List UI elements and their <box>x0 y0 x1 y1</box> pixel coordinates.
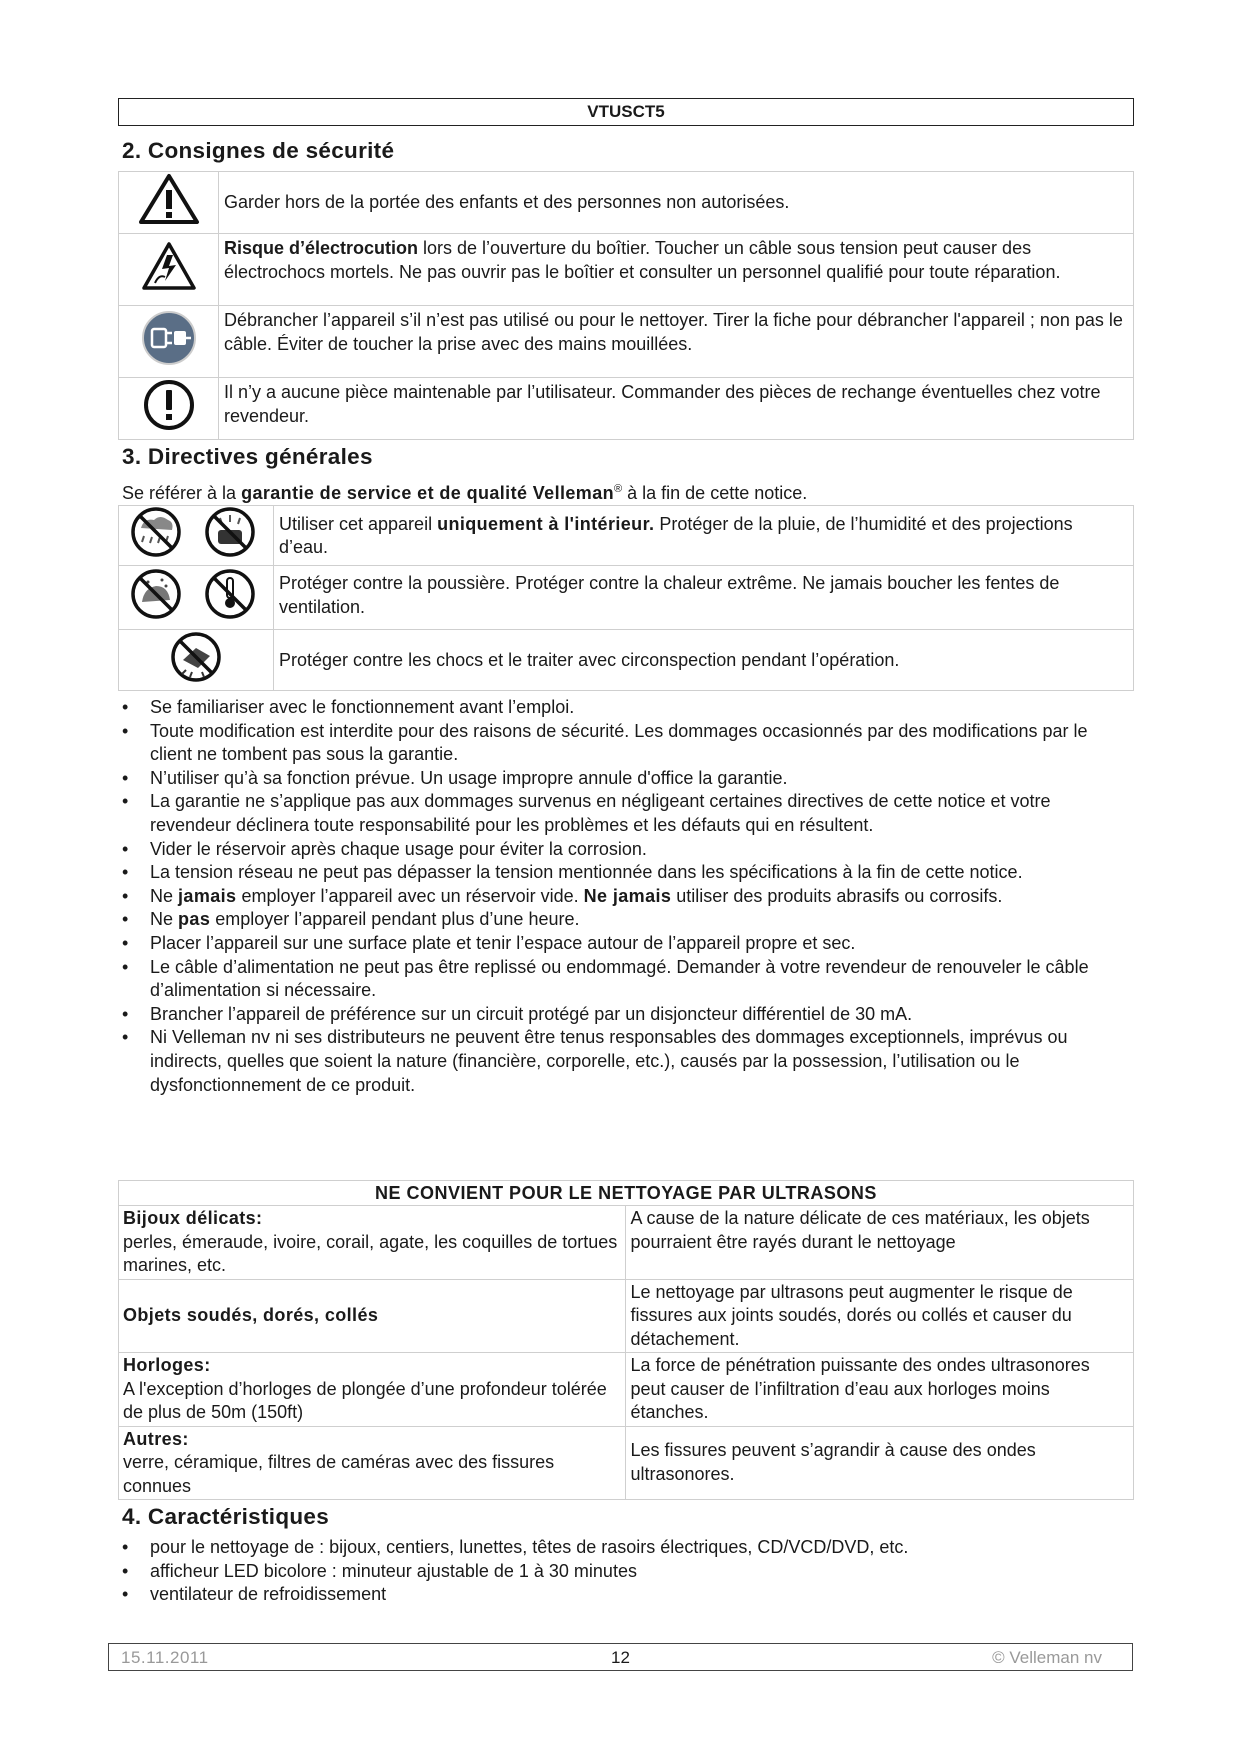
ref-bold: garantie de service et de qualité Velleman <box>241 483 615 503</box>
no-water-splash-icon <box>207 509 253 555</box>
list-item: • afficheur LED bicolore : minuteur ajustable de 1 à 30 minutes <box>122 1560 1132 1584</box>
footer-date: 15.11.2011 <box>121 1648 209 1667</box>
environment-table <box>118 505 1134 691</box>
list-item: • Placer l’appareil sur une surface plate et tenir l’espace autour de l’appareil propre et sec. <box>122 932 1132 956</box>
warranty-reference <box>122 478 807 506</box>
list-item: • Ne pas employer l’appareil pendant plus d’une heure. <box>122 908 1132 932</box>
env-row <box>119 506 1134 566</box>
item-cell: Objets soudés, dorés, collés <box>119 1279 626 1353</box>
reason-cell: La force de pénétration puissante des ondes ultrasonores peut causer de l’infiltration d’eau aux horloges moins étanches. <box>626 1353 1134 1427</box>
list-item: • La tension réseau ne peut pas dépasser la tension mentionnée dans les spécifications à la fin de cette notice. <box>122 861 1132 885</box>
env-row <box>119 566 1134 630</box>
safety-bold-label: Risque d’électrocution <box>224 238 419 258</box>
no-rain-icon <box>133 509 179 555</box>
item-cell: Horloges: A l'exception d’horloges de plongée d’une profondeur tolérée de plus de 50m (150ft) <box>119 1353 626 1427</box>
list-item: • N’utiliser qu’à sa fonction prévue. Un usage impropre annule d'office la garantie. <box>122 767 1132 791</box>
list-item: • Ni Velleman nv ni ses distributeurs ne peuvent être tenus responsables des dommages exceptionnels, imprévus ou indirects, quelles que soient la nature (financière, corporelle, etc.), causés par la possession, l’utilisation ou le dysfonctionnement de ce produit. <box>122 1026 1132 1097</box>
exclamation-circle-icon <box>119 378 219 440</box>
safety-text-body: lors de l’ouverture du boîtier. Toucher un câble sous tension peut causer des électrochocs mortels. Ne pas ouvrir pas le boîtier et consulter un personnel qualifié pour toute réparation. <box>224 238 1061 282</box>
section-4-title: 4. Caractéristiques <box>122 1504 330 1529</box>
no-shock-icon <box>173 634 219 680</box>
footer-copyright: © Velleman nv <box>992 1648 1102 1667</box>
env-text: Utiliser cet appareil uniquement à l'intérieur. Protéger de la pluie, de l’humidité et des projections d’eau. <box>274 506 1134 566</box>
ref-text: Se référer à la <box>122 483 242 503</box>
table-row <box>119 1206 1134 1280</box>
list-item: • La garantie ne s’applique pas aux dommages survenus en négligeant certaines directives de cette notice et votre revendeur déclinera toute responsabilité pour les problèmes et les défauts qui en résultent. <box>122 790 1132 837</box>
table-row <box>119 1353 1134 1427</box>
ref-text-end: à la fin de cette notice. <box>622 483 808 503</box>
safety-text: Débrancher l’appareil s’il n’est pas utilisé ou pour le nettoyer. Tirer la fiche pour débrancher l'appareil ; non pas le câble. Éviter de toucher la prise avec des mains mouillées. <box>219 306 1134 378</box>
safety-text: Il n’y a aucune pièce maintenable par l’utilisateur. Commander des pièces de rechange éventuelles chez votre revendeur. <box>219 378 1134 440</box>
list-item: • Se familiariser avec le fonctionnement avant l’emploi. <box>122 696 1132 720</box>
reason-cell: Le nettoyage par ultrasons peut augmenter le risque de fissures aux joints soudés, dorés ou collés et causer du détachement. <box>626 1279 1134 1353</box>
list-item: • Vider le réservoir après chaque usage pour éviter la corrosion. <box>122 838 1132 862</box>
safety-text <box>219 234 1134 306</box>
safety-table <box>118 171 1134 440</box>
safety-row <box>119 378 1134 440</box>
general-directives-list <box>122 696 1132 1097</box>
env-icons <box>119 629 274 691</box>
safety-row <box>119 234 1134 306</box>
safety-row <box>119 306 1134 378</box>
reason-cell: A cause de la nature délicate de ces matériaux, les objets pourraient être rayés durant le nettoyage <box>626 1206 1134 1280</box>
reason-cell: Les fissures peuvent s’agrandir à cause des ondes ultrasonores. <box>626 1426 1134 1500</box>
list-item: • pour le nettoyage de : bijoux, centiers, lunettes, têtes de rasoirs électriques, CD/VCD/DVD, etc. <box>122 1536 1132 1560</box>
item-cell: Autres: verre, céramique, filtres de caméras avec des fissures connues <box>119 1426 626 1500</box>
no-dust-icon <box>133 571 179 617</box>
registered-mark: ® <box>614 483 623 495</box>
table-row <box>119 1279 1134 1353</box>
env-text: Protéger contre les chocs et le traiter avec circonspection pendant l’opération. <box>274 629 1134 691</box>
list-item: • Le câble d’alimentation ne peut pas être replissé ou endommagé. Demander à votre revendeur de renouveler le câble d’alimentation si nécessaire. <box>122 956 1132 1003</box>
section-3-title: 3. Directives générales <box>122 444 373 469</box>
env-row <box>119 629 1134 691</box>
item-cell: Bijoux délicats: perles, émeraude, ivoire, corail, agate, les coquilles de tortues marines, etc. <box>119 1206 626 1280</box>
electric-shock-icon <box>119 234 219 306</box>
features-list <box>122 1536 1132 1607</box>
list-item: • Ne jamais employer l’appareil avec un réservoir vide. Ne jamais utiliser des produits abrasifs ou corrosifs. <box>122 885 1132 909</box>
no-heat-icon <box>207 571 253 617</box>
env-text: Protéger contre la poussière. Protéger contre la chaleur extrême. Ne jamais boucher les fentes de ventilation. <box>274 566 1134 630</box>
list-item: • Toute modification est interdite pour des raisons de sécurité. Les dommages occasionnés par des modifications par le client ne tombent pas sous la garantie. <box>122 720 1132 767</box>
table-header-row <box>119 1181 1134 1206</box>
safety-row <box>119 172 1134 234</box>
document-header <box>118 98 1134 126</box>
env-icons <box>119 566 274 630</box>
safety-text: Garder hors de la portée des enfants et des personnes non autorisées. <box>219 172 1134 234</box>
section-2-title: 2. Consignes de sécurité <box>122 138 395 163</box>
ultrasonic-unsuitable-table <box>118 1180 1134 1500</box>
table-header: NE CONVIENT POUR LE NETTOYAGE PAR ULTRASONS <box>119 1181 1134 1206</box>
document-footer <box>108 1643 1133 1671</box>
unplug-icon <box>119 306 219 378</box>
env-icons <box>119 506 274 566</box>
model-number: VTUSCT5 <box>587 102 665 121</box>
list-item: • ventilateur de refroidissement <box>122 1583 1132 1607</box>
page-number: 12 <box>611 1648 630 1667</box>
warning-triangle-icon <box>119 172 219 234</box>
list-item: • Brancher l’appareil de préférence sur un circuit protégé par un disjoncteur différentiel de 30 mA. <box>122 1003 1132 1027</box>
table-row <box>119 1426 1134 1500</box>
